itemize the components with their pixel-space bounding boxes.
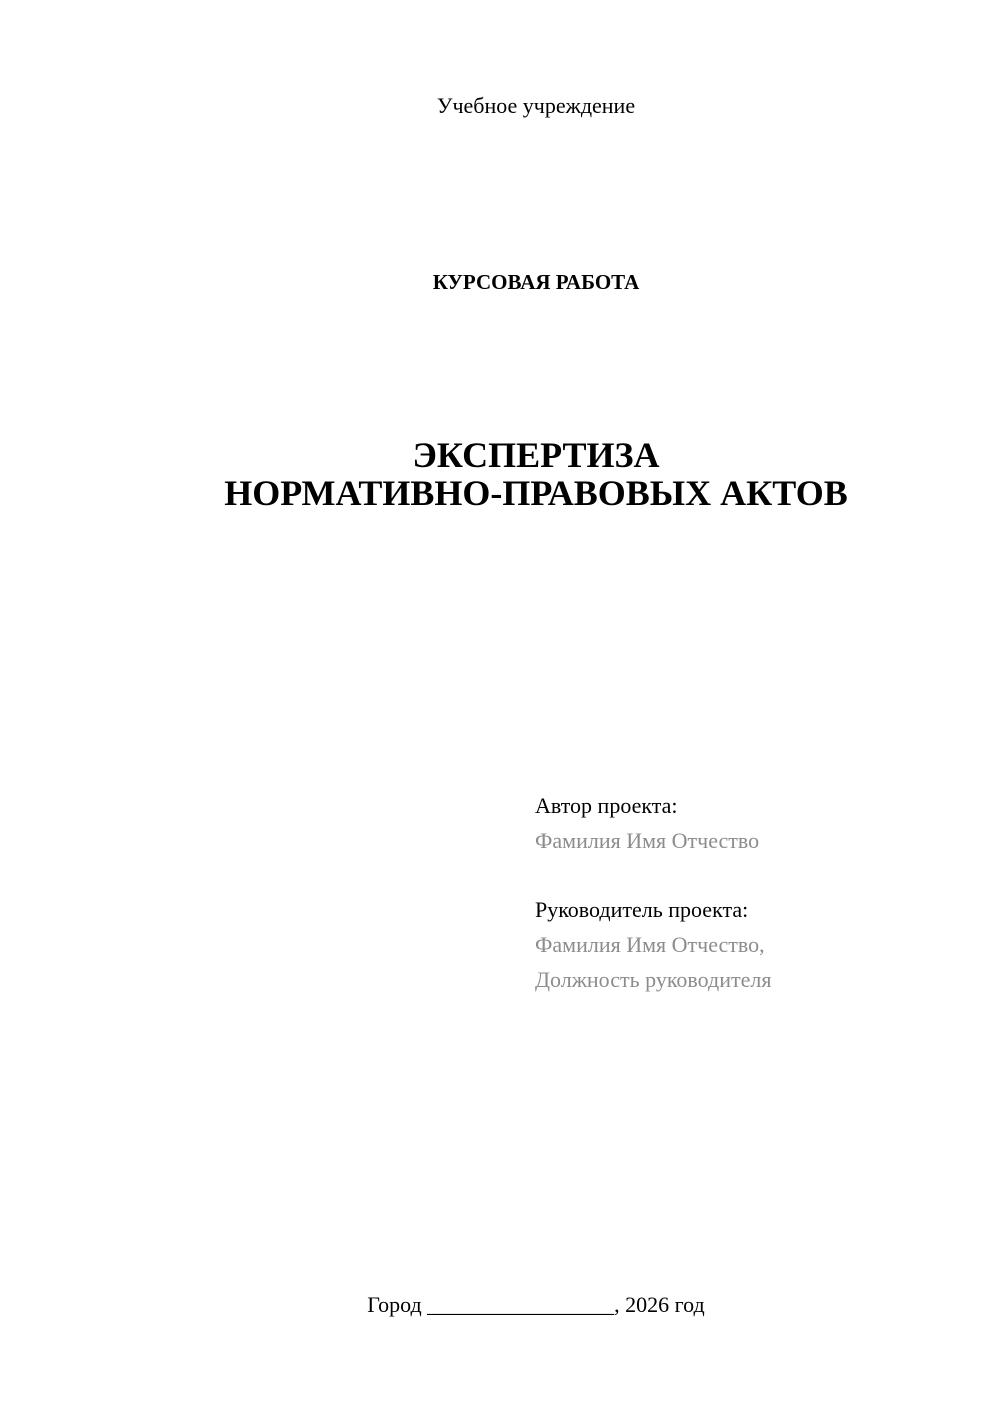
- signature-block: [535, 788, 975, 1031]
- city-label: Город: [367, 1292, 422, 1317]
- supervisor-label: Руководитель проекта:: [535, 897, 749, 922]
- author-label: Автор проекта:: [535, 793, 678, 818]
- author-name: Фамилия Имя Отчество: [535, 828, 760, 853]
- year-label: , 2026 год: [614, 1292, 705, 1317]
- document-type: КУРСОВАЯ РАБОТА: [432, 270, 640, 294]
- supervisor-position: Должность руководителя: [535, 967, 772, 992]
- city-blank: _________________: [427, 1292, 615, 1317]
- author-block: [535, 788, 975, 858]
- supervisor-name: Фамилия Имя Отчество,: [535, 932, 765, 957]
- work-title-line-1: ЭКСПЕРТИЗА: [412, 435, 660, 475]
- work-title-line-2: НОРМАТИВНО-ПРАВОВЫХ АКТОВ: [224, 473, 848, 513]
- work-title: [0, 436, 1000, 512]
- supervisor-block: [535, 892, 975, 997]
- city-year-line: [0, 1290, 1000, 1320]
- institution-name: Учебное учреждение: [436, 93, 636, 118]
